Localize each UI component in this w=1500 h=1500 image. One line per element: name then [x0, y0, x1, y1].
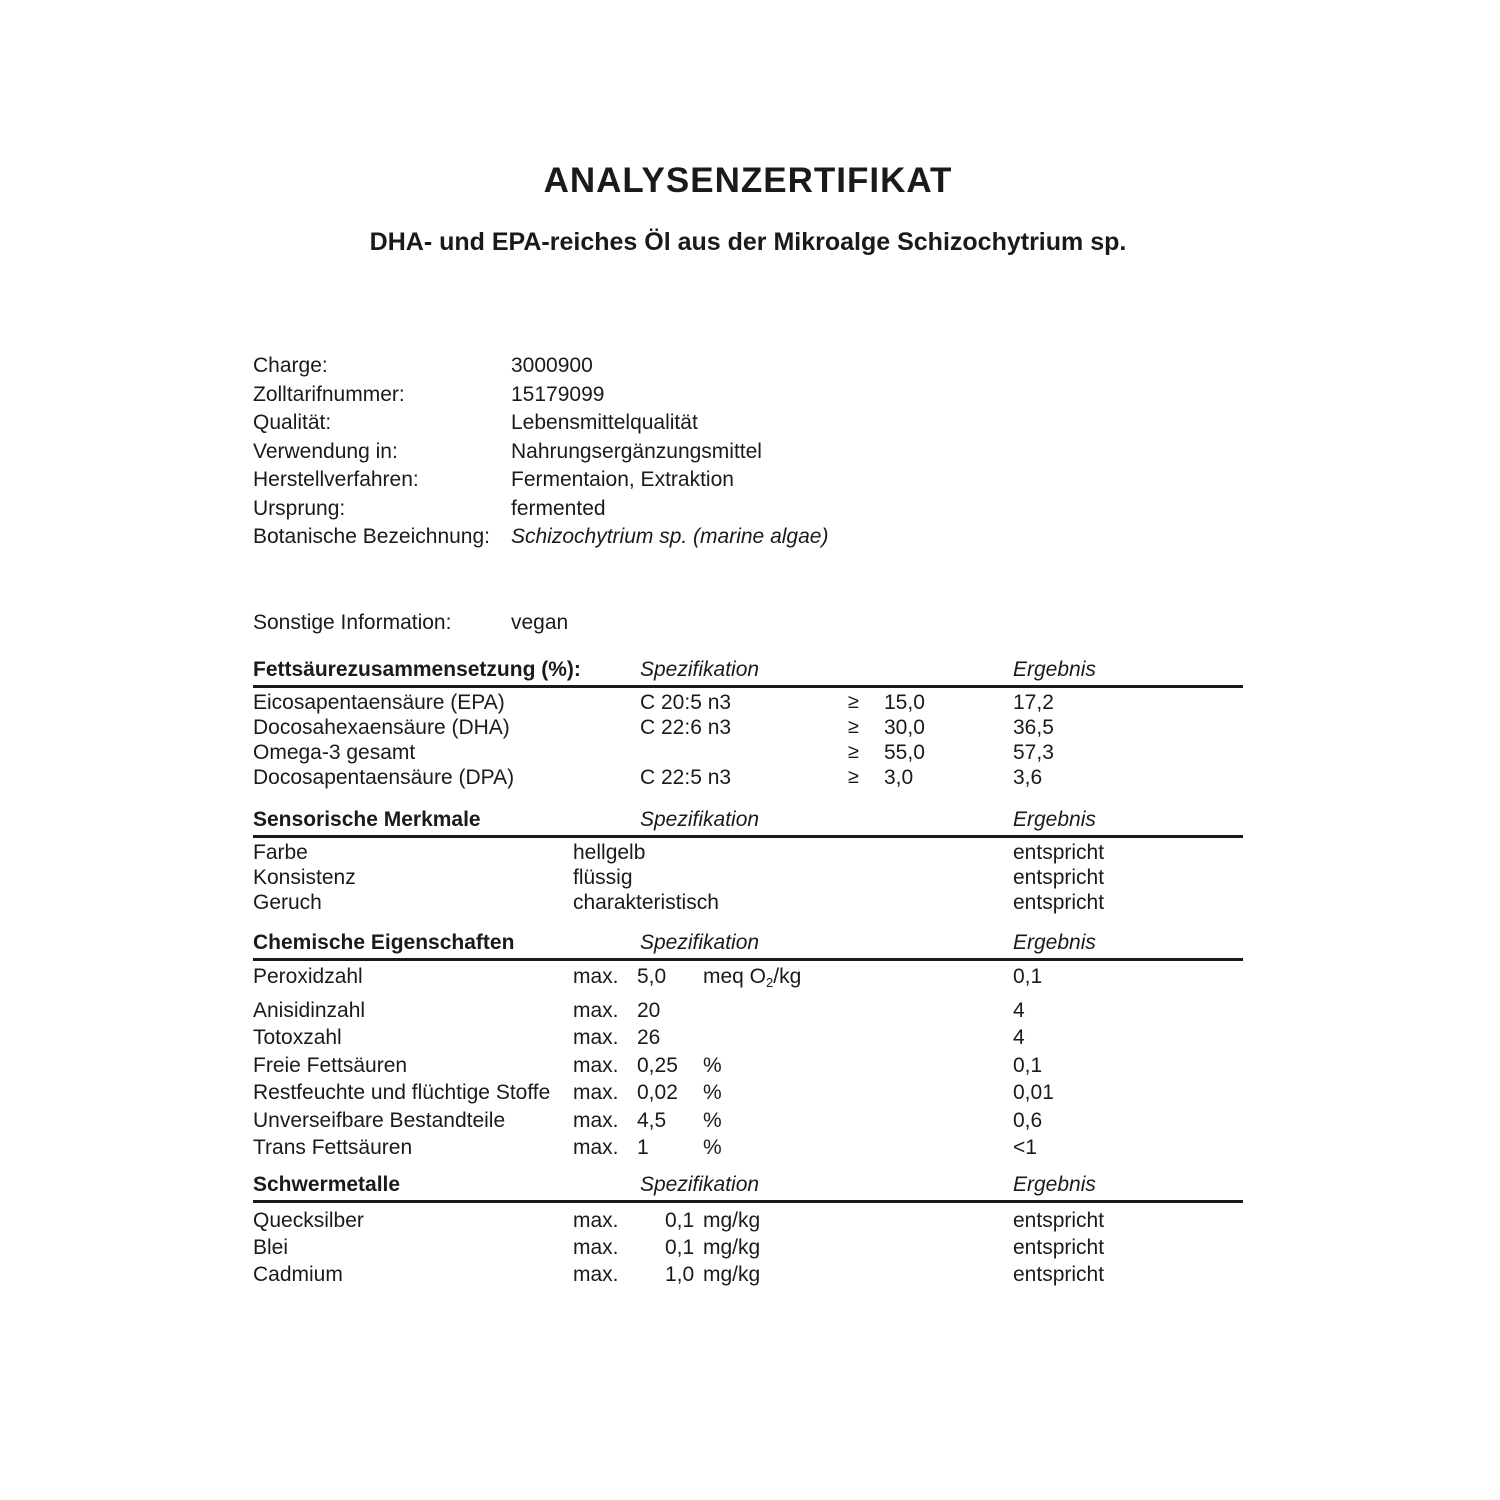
info-value: 15179099	[511, 382, 605, 406]
row-limit: 0,02	[637, 1081, 678, 1104]
column-header-ergebnis: Ergebnis	[1013, 658, 1096, 681]
sonstige-value: vegan	[511, 611, 569, 634]
table-row	[253, 1052, 1243, 1080]
table-row	[253, 690, 1243, 715]
row-name: Omega-3 gesamt	[253, 741, 416, 764]
row-name: Konsistenz	[253, 866, 356, 889]
info-label: Charge:	[253, 354, 328, 377]
info-value: Nahrungsergänzungsmittel	[511, 439, 762, 463]
row-name: Freie Fettsäuren	[253, 1053, 408, 1077]
row-operator: ≥	[848, 716, 859, 738]
info-value: Schizochytrium sp. (marine algae)	[511, 525, 829, 548]
row-qualifier: max.	[573, 1209, 619, 1232]
column-header-spezifikation: Spezifikation	[640, 658, 760, 681]
row-name: Blei	[253, 1236, 289, 1259]
row-unit	[703, 1024, 1013, 1052]
row-result: 0,1	[1013, 1053, 1043, 1077]
info-row-qualitaet	[253, 409, 1243, 438]
info-label: Botanische Bezeichnung:	[253, 525, 490, 548]
row-qualifier: max.	[573, 1108, 619, 1132]
section-rows	[253, 838, 1243, 915]
table-row	[253, 740, 1243, 765]
row-name: Eicosapentaensäure (EPA)	[253, 691, 505, 714]
row-limit: 0,1	[665, 1236, 695, 1259]
row-code: C 20:5 n3	[640, 691, 732, 714]
section-rows	[253, 961, 1243, 1162]
row-result: 0,1	[1013, 965, 1043, 988]
row-unit: mg/kg	[703, 1236, 761, 1259]
row-limit: 1	[637, 1136, 649, 1159]
table-row	[253, 963, 1243, 997]
info-row-botanische-bezeichnung	[253, 523, 1243, 552]
row-result: entspricht	[1013, 866, 1105, 889]
section-heavy-metals	[253, 1172, 1243, 1288]
row-limit: 0,1	[665, 1209, 695, 1232]
row-unit: mg/kg	[703, 1263, 761, 1286]
row-unit	[703, 997, 1013, 1025]
row-unit-subscript: 2	[766, 975, 774, 990]
row-result: <1	[1013, 1136, 1037, 1159]
row-limit: 5,0	[637, 965, 667, 988]
row-limit: 26	[637, 1026, 661, 1049]
row-result: 3,6	[1013, 766, 1043, 789]
row-code: C 22:5 n3	[640, 766, 732, 789]
sonstige-label: Sonstige Information:	[253, 611, 452, 634]
row-name: Peroxidzahl	[253, 965, 363, 988]
section-chemical-properties	[253, 930, 1243, 1162]
sonstige-information-row	[253, 609, 1243, 638]
row-limit: 30,0	[884, 716, 925, 739]
row-result: entspricht	[1013, 1263, 1105, 1286]
row-name: Totoxzahl	[253, 1026, 342, 1049]
row-name: Trans Fettsäuren	[253, 1136, 413, 1159]
row-result: 57,3	[1013, 741, 1054, 764]
info-value: 3000900	[511, 354, 593, 377]
row-qualifier: max.	[573, 1263, 619, 1286]
table-row	[253, 765, 1243, 790]
row-qualifier: max.	[573, 1053, 619, 1077]
row-spec: hellgelb	[573, 841, 646, 864]
row-code: C 22:6 n3	[640, 716, 732, 739]
section-fatty-acid-composition	[253, 657, 1243, 790]
info-row-ursprung	[253, 495, 1243, 524]
column-header-spezifikation: Spezifikation	[640, 931, 760, 954]
table-row	[253, 1261, 1243, 1288]
table-row	[253, 840, 1243, 865]
row-unit: %	[703, 1136, 722, 1159]
section-title: Sensorische Merkmale	[253, 808, 481, 831]
section-header	[253, 807, 1243, 838]
row-result: 4	[1013, 998, 1025, 1022]
page-title: ANALYSENZERTIFIKAT	[543, 161, 953, 200]
row-unit: %	[703, 1053, 722, 1077]
row-limit: 4,5	[637, 1108, 667, 1132]
row-qualifier: max.	[573, 1136, 619, 1159]
row-limit: 1,0	[665, 1263, 695, 1286]
row-limit: 55,0	[884, 741, 925, 764]
section-rows	[253, 688, 1243, 790]
row-result: entspricht	[1013, 1236, 1105, 1259]
row-code	[640, 740, 848, 765]
row-result: 36,5	[1013, 716, 1054, 739]
table-row	[253, 1107, 1243, 1135]
table-row	[253, 1134, 1243, 1162]
row-name: Unverseifbare Bestandteile	[253, 1108, 506, 1132]
row-unit: %	[703, 1108, 722, 1132]
row-name: Quecksilber	[253, 1209, 364, 1232]
row-limit: 20	[637, 998, 661, 1022]
column-header-ergebnis: Ergebnis	[1013, 1173, 1096, 1196]
row-limit: 15,0	[884, 691, 925, 714]
row-unit-prefix: meq O	[703, 965, 767, 988]
row-name: Farbe	[253, 841, 308, 864]
section-title: Chemische Eigenschaften	[253, 931, 515, 954]
section-header	[253, 657, 1243, 688]
table-row	[253, 997, 1243, 1025]
row-name: Docosapentaensäure (DPA)	[253, 766, 515, 789]
info-label: Ursprung:	[253, 496, 346, 520]
table-row	[253, 1207, 1243, 1234]
section-header	[253, 1172, 1243, 1203]
table-row	[253, 890, 1243, 915]
info-label: Verwendung in:	[253, 439, 398, 463]
row-result: 4	[1013, 1026, 1025, 1049]
row-name: Anisidinzahl	[253, 998, 366, 1022]
section-title: Schwermetalle	[253, 1173, 401, 1196]
product-info-list	[253, 352, 1243, 552]
info-value: Lebensmittelqualität	[511, 411, 698, 434]
column-header-spezifikation: Spezifikation	[640, 808, 760, 831]
row-spec: charakteristisch	[573, 891, 719, 914]
table-row	[253, 715, 1243, 740]
row-limit: 0,25	[637, 1053, 678, 1077]
row-qualifier: max.	[573, 1081, 619, 1104]
row-spec: flüssig	[573, 866, 633, 889]
row-name: Docosahexaensäure (DHA)	[253, 716, 510, 739]
info-label: Herstellverfahren:	[253, 468, 419, 491]
row-operator: ≥	[848, 741, 859, 763]
row-name: Restfeuchte und flüchtige Stoffe	[253, 1081, 551, 1104]
section-header	[253, 930, 1243, 961]
row-unit-suffix: /kg	[773, 965, 802, 988]
row-result: entspricht	[1013, 841, 1105, 864]
row-qualifier: max.	[573, 1026, 619, 1049]
section-title: Fettsäurezusammensetzung (%):	[253, 658, 581, 681]
column-header-spezifikation: Spezifikation	[640, 1173, 760, 1196]
row-result: 0,6	[1013, 1108, 1043, 1132]
info-label: Qualität:	[253, 411, 332, 434]
table-row	[253, 865, 1243, 890]
row-qualifier: max.	[573, 1236, 619, 1259]
column-header-ergebnis: Ergebnis	[1013, 808, 1096, 831]
table-row	[253, 1024, 1243, 1052]
row-unit: %	[703, 1081, 722, 1104]
table-row	[253, 1079, 1243, 1107]
row-unit	[703, 963, 1013, 997]
info-row-herstellverfahren	[253, 466, 1243, 495]
column-header-ergebnis: Ergebnis	[1013, 931, 1096, 954]
row-unit: mg/kg	[703, 1209, 761, 1232]
section-rows	[253, 1203, 1243, 1288]
row-name: Geruch	[253, 891, 322, 914]
row-name: Cadmium	[253, 1263, 343, 1286]
row-operator: ≥	[848, 766, 859, 788]
info-row-zolltarifnummer	[253, 381, 1243, 410]
row-result: 17,2	[1013, 691, 1054, 714]
info-label: Zolltarifnummer:	[253, 382, 405, 406]
row-operator: ≥	[848, 691, 859, 713]
page-subtitle: DHA- und EPA-reiches Öl aus der Mikroalge Schizochytrium sp.	[369, 228, 1127, 256]
row-qualifier: max.	[573, 998, 619, 1022]
row-qualifier: max.	[573, 965, 619, 988]
info-row-verwendung	[253, 438, 1243, 467]
section-sensory-characteristics	[253, 807, 1243, 915]
info-value: Fermentaion, Extraktion	[511, 468, 734, 491]
row-result: entspricht	[1013, 1209, 1105, 1232]
table-row	[253, 1234, 1243, 1261]
row-result: 0,01	[1013, 1081, 1054, 1104]
info-value: fermented	[511, 496, 606, 520]
info-row-charge	[253, 352, 1243, 381]
row-limit: 3,0	[884, 766, 914, 789]
row-result: entspricht	[1013, 891, 1105, 914]
